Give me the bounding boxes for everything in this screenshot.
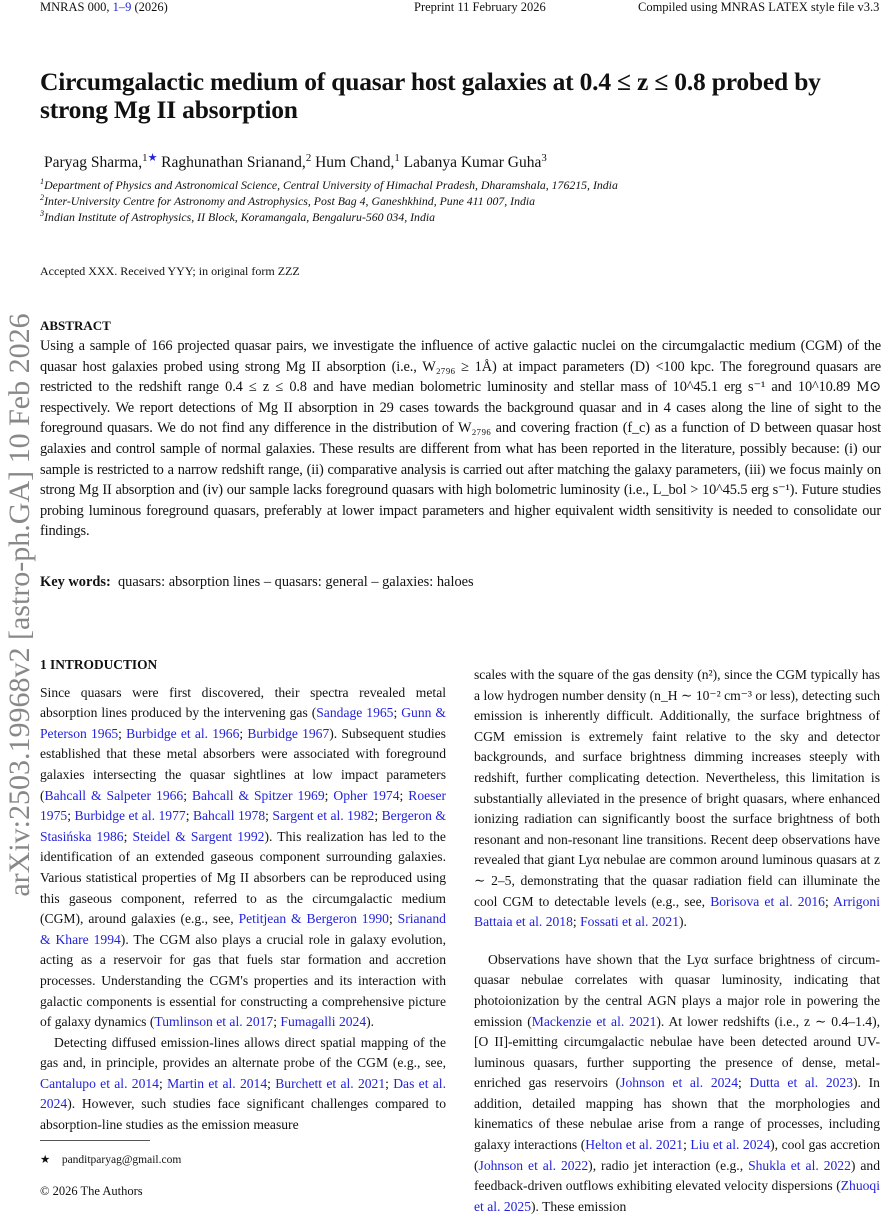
running-header-journal: MNRAS 000, 1–9 (2026) bbox=[40, 0, 168, 14]
affiliation: $^1$Department of Physics and Astronomical Science, Central University of Himachal Pradesh, Dharamshala, 176215, India bbox=[40, 177, 618, 192]
citation-link[interactable]: Sandage 1965 bbox=[316, 705, 394, 721]
copyright: © 2026 The Authors bbox=[40, 1184, 143, 1198]
citation-link[interactable]: Petitjean & Bergeron 1990 bbox=[238, 911, 389, 927]
citation-link[interactable]: Arrigoni Battaia et al. 2018 bbox=[474, 893, 880, 930]
author-email: panditparyag@gmail.com bbox=[61, 1154, 182, 1166]
footnote-star-link[interactable]: ★ bbox=[147, 151, 158, 164]
abstract-heading: ABSTRACT bbox=[40, 318, 111, 333]
received-dates: Accepted XXX. Received YYY; in original form ZZZ bbox=[40, 264, 300, 278]
keywords: Key words: quasars: absorption lines – quasars: general – galaxies: haloes bbox=[40, 574, 474, 590]
citation-link[interactable]: Roeser 1975 bbox=[40, 787, 447, 824]
affiliation: $^3$Indian Institute of Astrophysics, II Block, Koramangala, Bengaluru-560 034, India bbox=[40, 209, 436, 224]
citation-link[interactable]: Bergeron & Stasińska 1986 bbox=[40, 808, 446, 844]
citation-link[interactable]: Opher 1974 bbox=[333, 787, 400, 803]
running-header-compiled: Compiled using MNRAS LATEX style file v3.3 bbox=[638, 0, 880, 14]
paper-title: Circumgalactic medium of quasar host galaxies at 0.4 ≤ z ≤ 0.8 probed by strong Mg II absorption bbox=[40, 67, 821, 124]
footnote-divider bbox=[40, 1140, 150, 1141]
paragraph: Since quasars were first discovered, their spectra revealed metal absorption lines produced by the intervening gas (Sandage 1965; Gunn & Peterson 1965; Burbidge et al. 1966; Burbidge 1967). Subsequent studies established that these metal absorbers were associated with foreground galaxies intersecting the quasar sightlines at low impact parameters (Bahcall & Salpeter 1966; Bahcall & Spitzer 1969; Opher 1974; Roeser 1975; Burbidge et al. 1977; Bahcall 1978; Sargent et al. 1982; Bergeron & Stasińska 1986; Steidel & Sargent 1992). This realization has led to the identification of an extended gaseous component surrounding galaxies. Various statistical properties of Mg II absorbers can be reproduced using this gaseous component, referred to as the circumgalactic medium (CGM), around galaxies (e.g., see, Petitjean & Bergeron 1990; Srianand & Khare 1994). The CGM also plays a crucial role in galaxy evolution, acting as a reservoir for gas that fuels star formation and accretion processes. Understanding the CGM's properties and its interaction with galactic components is essential for constructing a comprehensive picture of galaxy dynamics (Tumlinson et al. 2017; Fumagalli 2024). bbox=[40, 684, 447, 1030]
citation-link[interactable]: Cantalupo et al. 2014 bbox=[40, 1075, 159, 1091]
citation-link[interactable]: Helton et al. 2021 bbox=[585, 1137, 684, 1153]
citation-link[interactable]: Mackenzie et al. 2021 bbox=[531, 1013, 657, 1029]
citation-link[interactable]: Dutta et al. 2023 bbox=[749, 1075, 854, 1091]
running-header-preprint: Preprint 11 February 2026 bbox=[414, 0, 546, 14]
citation-link[interactable]: Gunn & Peterson 1965 bbox=[40, 705, 446, 741]
citation-link[interactable]: Das et al. 2024 bbox=[40, 1075, 446, 1112]
citation-link[interactable]: Liu et al. 2024 bbox=[690, 1137, 771, 1153]
left-column bbox=[40, 655, 446, 1136]
right-column bbox=[474, 665, 880, 1217]
citation-link[interactable]: Burbidge 1967 bbox=[247, 725, 330, 741]
citation-link[interactable]: Shukla et al. 2022 bbox=[748, 1157, 851, 1173]
citation-link[interactable]: Borisova et al. 2016 bbox=[710, 893, 825, 909]
citation-link[interactable]: Johnson et al. 2022 bbox=[478, 1157, 589, 1173]
footnote: ★ panditparyag@gmail.com bbox=[40, 1154, 182, 1166]
citation-link[interactable]: Sargent et al. 1982 bbox=[272, 808, 375, 824]
citation-link[interactable]: Tumlinson et al. 2017 bbox=[154, 1014, 274, 1030]
citation-link[interactable]: Steidel & Sargent 1992 bbox=[132, 828, 265, 844]
pages-link[interactable]: 1–9 bbox=[112, 0, 132, 14]
abstract-text: Using a sample of 166 projected quasar pairs, we investigate the influence of active galactic nuclei on the circumgalactic medium (CGM) of the quasar host galaxies probed using strong Mg II absorption (i.e., W₂₇₉₆ ≥ 1Å) at impact parameters (D) <100 kpc. The foreground quasars are restricted to the redshift range 0.4 ≤ z ≤ 0.8 and have median bolometric luminosity and stellar mass of 10^45.1 erg s⁻¹ and 10^10.89 M⊙ respectively. We report detections of Mg II absorption in 29 cases towards the background quasar and in 4 cases along the line of sight to the foreground quasars. We do not find any difference in the distribution of W₂₇₉₆ and covering fraction (f_c) as a function of D between quasar host galaxies and control sample of normal galaxies. These results are different from what has been reported in the literature, possibly because: (i) our sample is restricted to a narrow redshift range, (ii) comparative analysis is carried out after matching the galaxy parameters, (iii) we focus mainly on strong Mg II absorption and (iv) our sample lacks foreground quasars with high bolometric luminosity (i.e., L_bol > 10^45.5 erg s⁻¹). Future studies probing luminous foreground quasars, preferably at lower impact parameters and higher equivalent width sensitivity is needed to consolidate our findings. bbox=[40, 338, 881, 540]
citation-link[interactable]: Fossati et al. 2021 bbox=[580, 914, 680, 930]
paragraph: Observations have shown that the Lyα surface brightness of circum-quasar nebulae correlates with quasar luminosity, indicating that photoionization by the central AGN plays a major role in powering the emission (Mackenzie et al. 2021). At lower redshifts (i.e., z ∼ 0.4–1.4), [O II]-emitting circumgalactic nebulae have been detected around UV-luminous quasars, further supporting the presence of dense, metal-enriched gas reservoirs (Johnson et al. 2024; Dutta et al. 2023). In addition, detailed mapping has shown that the morphologies and kinematics of these nebulae arise from a range of processes, including galaxy interactions (Helton et al. 2021; Liu et al. 2024), cool gas accretion (Johnson et al. 2022), radio jet interaction (e.g., Shukla et al. 2022) and feedback-driven outflows exhibiting elevated velocity dispersions (Zhuoqi et al. 2025). These emission bbox=[474, 951, 880, 1214]
citation-link[interactable]: Srianand & Khare 1994 bbox=[40, 911, 446, 947]
citation-link[interactable]: Burbidge et al. 1977 bbox=[74, 808, 186, 824]
citation-link[interactable]: Fumagalli 2024 bbox=[280, 1014, 367, 1030]
paragraph: Detecting diffused emission-lines allows direct spatial mapping of the gas and, in principle, provides an alternate probe of the CGM (e.g., see, Cantalupo et al. 2014; Martin et al. 2014; Burchett et al. 2021; Das et al. 2024). However, such studies face significant challenges compared to absorption-line studies as the emission measure bbox=[40, 1034, 446, 1133]
citation-link[interactable]: Bahcall & Salpeter 1966 bbox=[44, 787, 184, 803]
citation-link[interactable]: Martin et al. 2014 bbox=[167, 1075, 268, 1091]
citation-link[interactable]: Burchett et al. 2021 bbox=[275, 1075, 386, 1091]
paragraph: scales with the square of the gas density (n²), since the CGM typically has a low hydrogen number density (n_H ∼ 10⁻² cm⁻³ or less), detecting such emission is inherently difficult. Additionally, the surface brightness of CGM emission is extremely faint relative to the sky and detector backgrounds, and surface brightness dimming increases steeply with redshift, further complicating detection. Nevertheless, this limitation is substantially alleviated in the presence of bright quasars, where enhanced ionizing radiation can significantly boost the surface brightness of both resonant and non-resonant line transitions. Recent deep observations have revealed that giant Lyα nebulae are common around luminous quasars at z ∼ 2–5, demonstrating that the quasar radiation field can illuminate the cool CGM to detectable levels (e.g., see, Borisova et al. 2016; Arrigoni Battaia et al. 2018; Fossati et al. 2021). bbox=[474, 667, 880, 930]
citation-link[interactable]: Bahcall & Spitzer 1969 bbox=[191, 787, 325, 803]
citation-link[interactable]: Bahcall 1978 bbox=[192, 808, 266, 824]
citation-link[interactable]: Johnson et al. 2024 bbox=[620, 1075, 739, 1091]
citation-link[interactable]: Burbidge et al. 1966 bbox=[126, 725, 240, 741]
arxiv-stamp: arXiv:2503.19968v2 [astro-ph.GA] 10 Feb 2026 bbox=[3, 313, 36, 897]
affiliation: $^2$Inter-University Centre for Astronomy and Astrophysics, Post Bag 4, Ganeshkhind, Pune 411 007, India bbox=[40, 193, 536, 208]
author-list: Paryag Sharma,$^{1★}$ Raghunathan Srianand,$^2$ Hum Chand,$^1$ Labanya Kumar Guha$^3$ bbox=[44, 151, 547, 171]
section-heading: 1 INTRODUCTION bbox=[40, 657, 158, 672]
citation-link[interactable]: Zhuoqi et al. 2025 bbox=[474, 1178, 880, 1214]
